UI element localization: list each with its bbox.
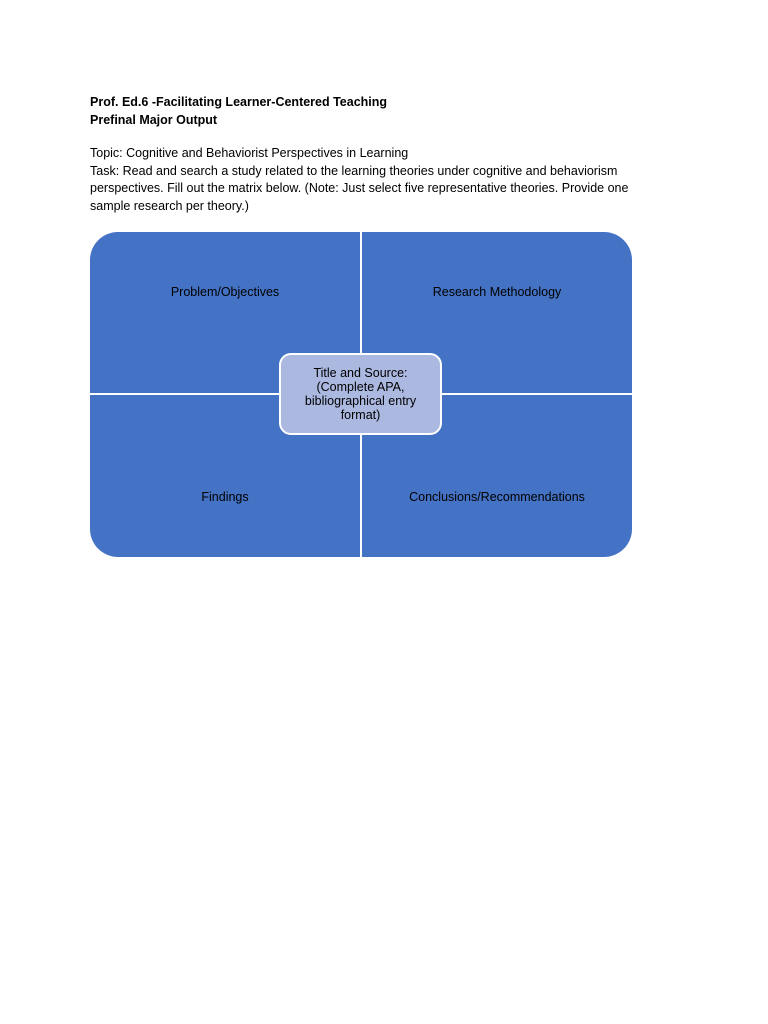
matrix-label-conclusions-recommendations: Conclusions/Recommendations (409, 490, 585, 504)
matrix-center-title-source (279, 353, 442, 435)
instructions (90, 145, 660, 215)
center-line-1: Title and Source: (313, 366, 408, 380)
center-line-4: format) (340, 408, 381, 422)
topic-line: Topic: Cognitive and Behaviorist Perspectives in Learning (90, 146, 409, 160)
course-title: Prof. Ed.6 -Facilitating Learner-Centered Teaching (90, 95, 388, 109)
task-line-1: Task: Read and search a study related to the learning theories under cognitive and behaviorism (90, 163, 618, 178)
matrix-label-research-methodology: Research Methodology (432, 284, 562, 299)
matrix-label-problem-objectives: Problem/Objectives (170, 284, 280, 299)
task-line-3: sample research per theory.) (90, 198, 249, 213)
document-header (90, 93, 690, 129)
matrix-label-findings: Findings (201, 490, 249, 504)
output-title: Prefinal Major Output (90, 113, 218, 127)
task-line-2: perspectives. Fill out the matrix below. (Note: Just select five representative theories. Provide one (90, 181, 629, 195)
center-line-3: bibliographical entry (304, 394, 417, 408)
research-matrix (90, 232, 632, 557)
center-line-2: (Complete APA, (316, 380, 405, 394)
